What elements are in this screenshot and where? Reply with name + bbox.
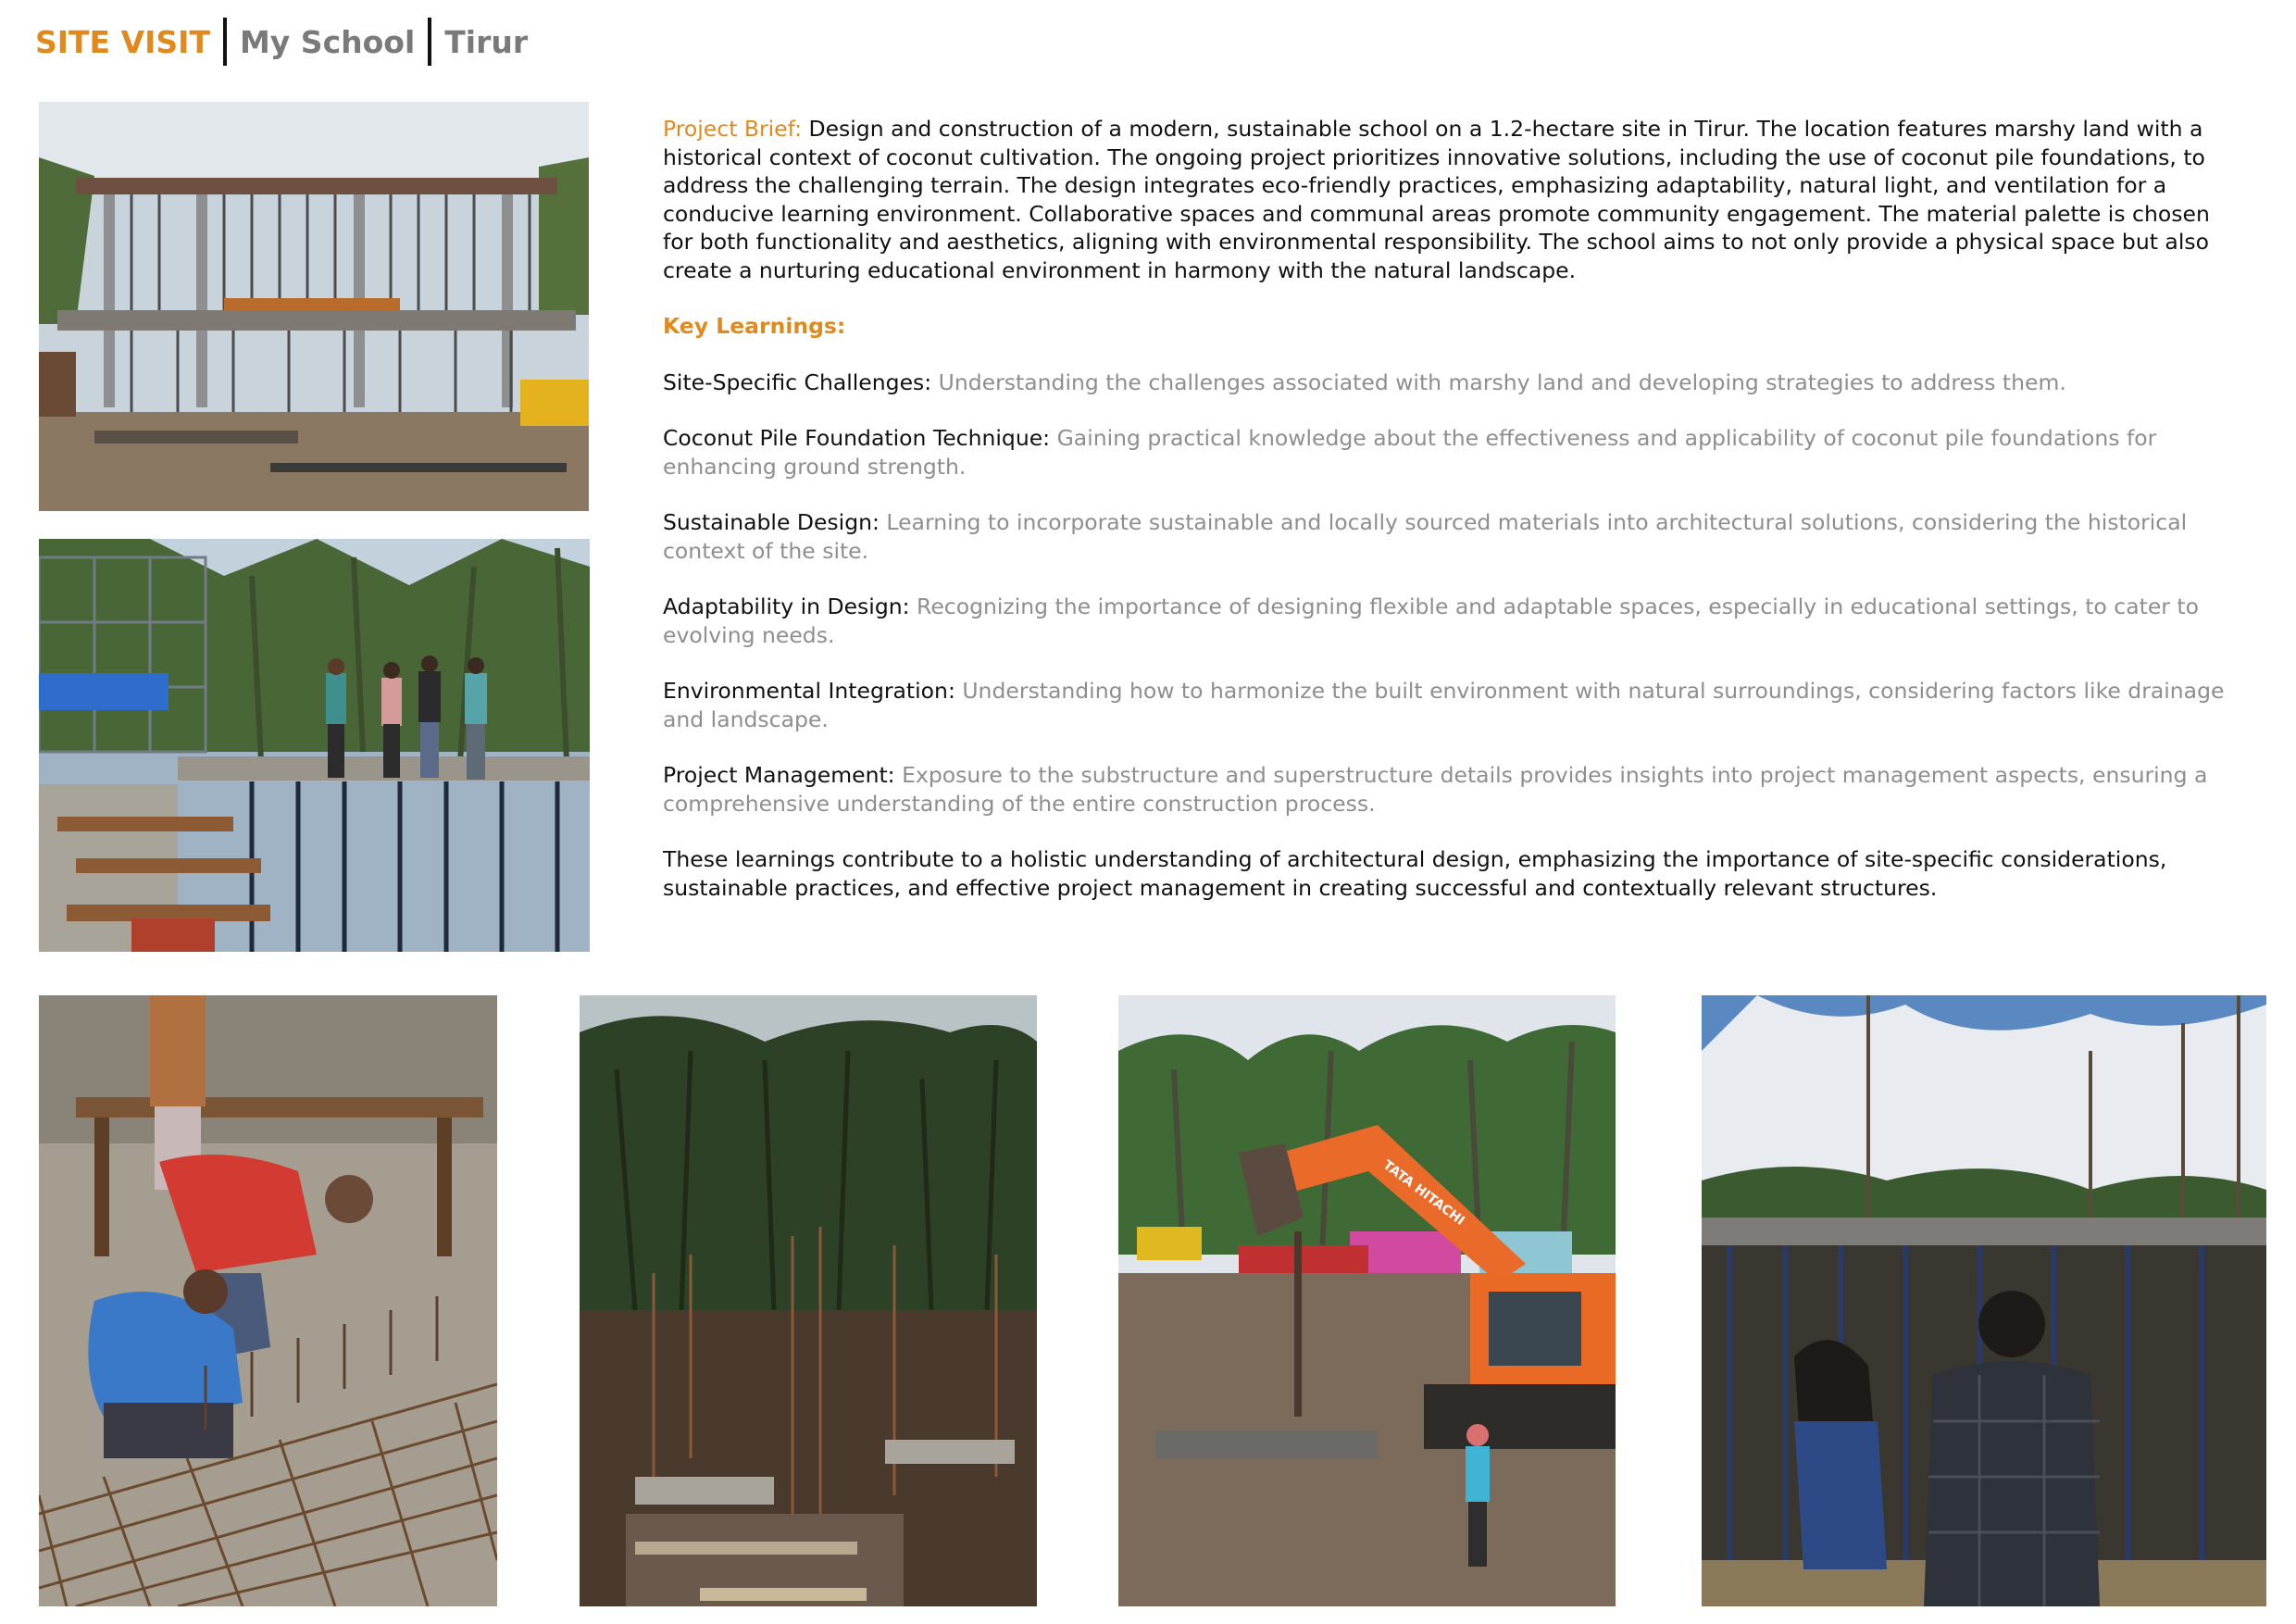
learning-text: Exposure to the substructure and superstructure details provides insights into project management aspects, ensuring a comprehensive understanding of the entire construction process.	[663, 762, 2208, 817]
learning-item	[663, 761, 2246, 818]
learning-title: Sustainable Design:	[663, 509, 880, 535]
learning-text: Recognizing the importance of designing flexible and adaptable spaces, especially in educational settings, to cater to evolving needs.	[663, 593, 2199, 648]
project-brief-text: Design and construction of a modern, sustainable school on a 1.2-hectare site in Tirur. The location features marshy land with a historical context of coconut cultivation. The ongoing project prioritizes innovative solutions, including the use of coconut pile foundations, to address the challenging terrain. The design integrates eco-friendly practices, emphasizing adaptability, natural light, and ventilation for a conducive learning environment. Collaborative spaces and communal areas promote community engagement. The material palette is chosen for both functionality and aesthetics, aligning with environmental responsibility. The school aims to not only provide a physical space but also create a nurturing educational environment in harmony with the natural landscape.	[663, 116, 2210, 283]
learning-title: Site-Specific Challenges:	[663, 369, 932, 395]
photo-site-inspection	[39, 539, 590, 952]
learning-item	[663, 369, 2246, 397]
section-title: SITE VISIT	[35, 23, 210, 60]
project-title: My School	[239, 23, 416, 60]
content-text	[663, 115, 2246, 930]
location-title: Tirur	[444, 23, 529, 60]
learning-text: Gaining practical knowledge about the effectiveness and applicability of coconut pile foundations for enhancing ground strength.	[663, 425, 2157, 480]
learning-title: Environmental Integration:	[663, 678, 955, 704]
learning-title: Adaptability in Design:	[663, 593, 910, 619]
photo-rebar-workers	[39, 995, 497, 1606]
page-header	[35, 17, 528, 67]
learning-title: Coconut Pile Foundation Technique:	[663, 425, 1051, 451]
photo-foundation-pits	[580, 995, 1037, 1606]
project-brief	[663, 115, 2246, 284]
learning-item	[663, 424, 2246, 481]
learning-text: Learning to incorporate sustainable and locally sourced materials into architectural solutions, considering the historical context of the site.	[663, 509, 2188, 564]
photo-visitors-structure	[1702, 995, 2266, 1606]
photo-structure-scaffolding	[39, 102, 589, 511]
header-divider	[223, 18, 227, 66]
header-divider	[428, 18, 431, 66]
key-learnings-heading: Key Learnings:	[663, 313, 846, 339]
learning-text: Understanding the challenges associated with marshy land and developing strategies to address them.	[938, 369, 2066, 395]
learning-text: Understanding how to harmonize the built environment with natural surroundings, considering factors like drainage and landscape.	[663, 678, 2225, 732]
learning-title: Project Management:	[663, 762, 895, 788]
learning-item	[663, 593, 2246, 649]
learning-item	[663, 677, 2246, 733]
learning-item	[663, 508, 2246, 565]
excavator-brand-label: TATA HITACHI	[1379, 1157, 1467, 1229]
photo-excavator	[1118, 995, 1616, 1606]
learnings-conclusion: These learnings contribute to a holistic understanding of architectural design, emphasizing the importance of site-specific considerations, sustainable practices, and effective project management in creating successful and contextually relevant structures.	[663, 846, 2167, 901]
project-brief-label: Project Brief:	[663, 116, 802, 142]
